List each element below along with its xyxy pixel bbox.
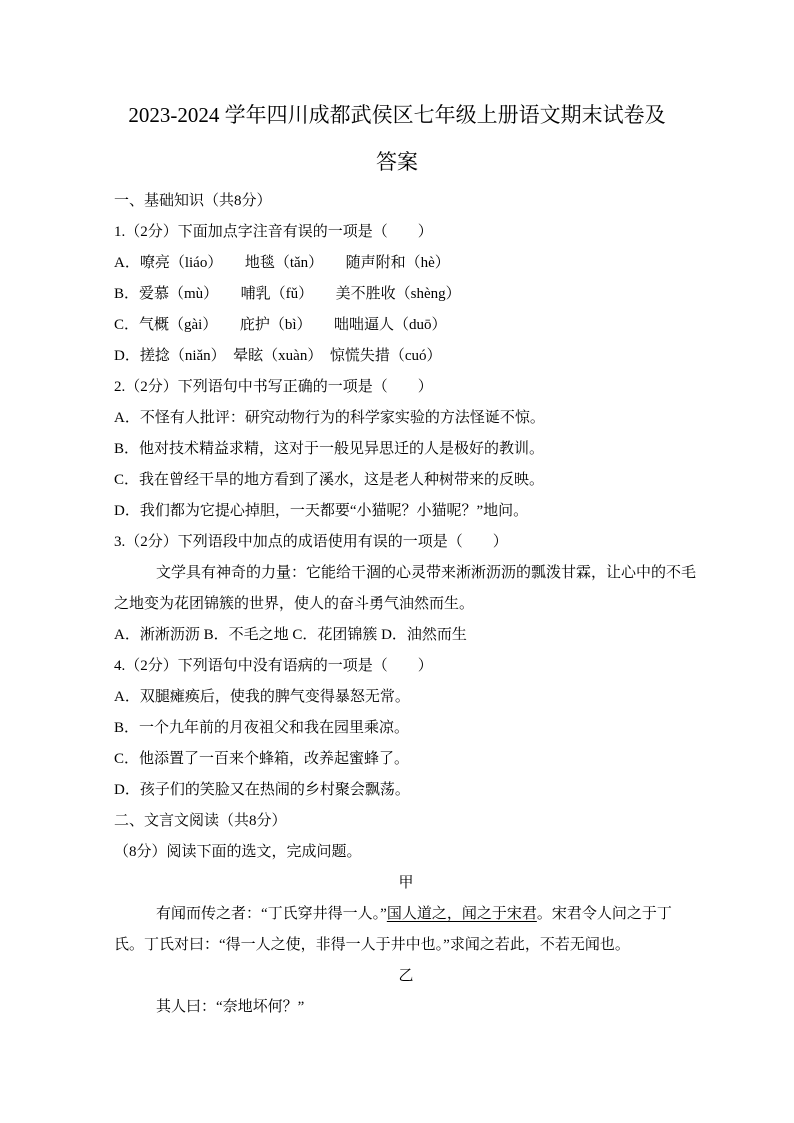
question-4-option-c: C．他添置了一百来个蜂箱，改养起蜜蜂了。 — [114, 751, 410, 767]
question-1-stem: 1.（2分）下面加点字注音有误的一项是（ ） — [114, 224, 433, 240]
question-4-option-d: D．孩子们的笑脸又在热闹的乡村聚会飘荡。 — [114, 782, 410, 798]
question-2-option-c: C．我在曾经干旱的地方看到了溪水，这是老人种树带来的反映。 — [114, 472, 545, 488]
question-3-options: A．淅淅沥沥 B．不毛之地 C．花团锦簇 D．油然而生 — [114, 627, 467, 643]
question-2-stem: 2.（2分）下列语句中书写正确的一项是（ ） — [114, 379, 433, 395]
exam-title — [0, 0, 794, 186]
passage-jia-underlined-text: 国人道之，闻之于宋君 — [386, 906, 537, 922]
section-2-intro: （8分）阅读下面的选文，完成问题。 — [114, 844, 362, 860]
passage-jia-text-after: 。宋君令人问之于丁 — [536, 906, 672, 922]
exam-title-line-2: 答案 — [376, 150, 418, 174]
passage-jia-line-1 — [114, 899, 698, 930]
question-4-option-b: B．一个九年前的月夜祖父和我在园里乘凉。 — [114, 720, 410, 736]
question-1-option-b: B．爱慕（mù） 哺乳（fǔ） 美不胜收（shèng） — [114, 286, 461, 302]
question-3-passage-line-1: 文学具有神奇的力量：它能给干涸的心灵带来淅淅沥沥的瓢泼甘霖，让心中的不毛 — [156, 565, 697, 581]
question-3-passage-line-2: 之地变为花团锦簇的世界，使人的奋斗勇气油然而生。 — [114, 596, 475, 612]
exam-body — [0, 186, 794, 1023]
question-2-option-b: B．他对技术精益求精，这对于一般见异思迁的人是极好的教训。 — [114, 441, 545, 457]
passage-yi-line-1: 其人曰：“奈地坏何？” — [156, 999, 305, 1015]
passage-yi-label: 乙 — [398, 968, 414, 984]
question-2-option-a: A．不怪有人批评：研究动物行为的科学家实验的方法怪诞不惊。 — [114, 410, 545, 426]
section-1-heading: 一、基础知识（共8分） — [114, 193, 272, 209]
question-4-option-a: A．双腿瘫痪后，使我的脾气变得暴怒无常。 — [114, 689, 410, 705]
question-2-option-d: D．我们都为它提心掉胆，一天都要“小猫呢？小猫呢？”地问。 — [114, 503, 529, 519]
question-1-option-a: A．嘹亮（liáo） 地毯（tǎn） 随声附和（hè） — [114, 255, 450, 271]
passage-jia-label: 甲 — [398, 875, 414, 891]
section-2-heading: 二、文言文阅读（共8分） — [114, 813, 287, 829]
question-4-stem: 4.（2分）下列语句中没有语病的一项是（ ） — [114, 658, 433, 674]
exam-title-line-1: 2023-2024 学年四川成都武侯区七年级上册语文期末试卷及 — [128, 103, 666, 127]
question-1-option-c: C．气概（gài） 庇护（bì） 咄咄逼人（duō） — [114, 317, 447, 333]
passage-jia-text-before: 有闻而传之者：“丁氏穿井得一人。” — [156, 906, 387, 922]
question-3-stem: 3.（2分）下列语段中加点的成语使用有误的一项是（ ） — [114, 534, 508, 550]
passage-jia-line-2: 氏。丁氏对曰：“得一人之使，非得一人于井中也。”求闻之若此，不若无闻也。 — [114, 937, 630, 953]
question-1-option-d: D．搓捻（niǎn） 晕眩（xuàn） 惊慌失措（cuó） — [114, 348, 442, 364]
